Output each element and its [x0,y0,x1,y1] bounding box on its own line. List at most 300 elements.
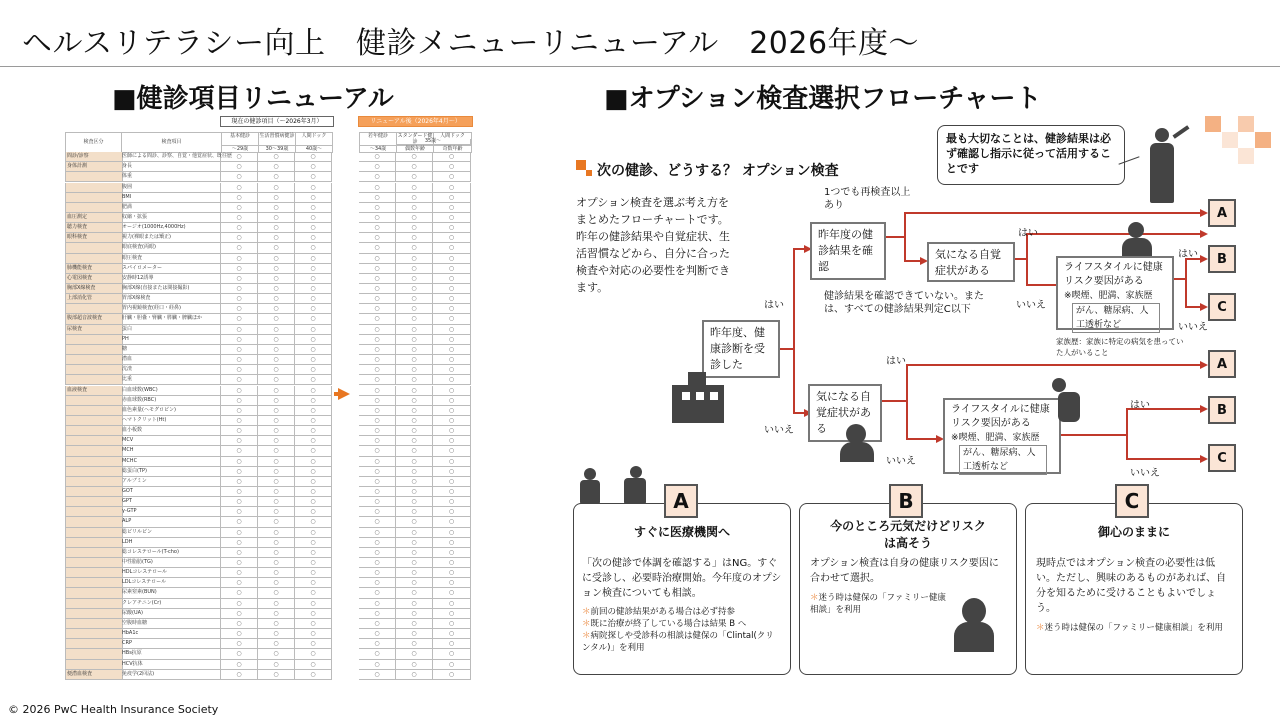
smoking-person-body-icon [1058,392,1080,422]
table-cell-mark: ○ [433,274,471,284]
start-box [702,320,780,378]
symptom-top-text: 気になる自覚症状がある [935,248,1001,277]
renewal-items-header: リニューアル後（2026年4月～） [358,116,473,127]
table-cell-mark: ○ [221,233,258,243]
table-cell-mark: ○ [433,365,471,375]
table-cell-mark: ○ [258,314,295,324]
table-cell-mark: ○ [359,396,396,406]
table-cell-mark: ○ [396,254,433,264]
table-cell-mark: ○ [295,548,332,558]
table-cell-mark: ○ [295,203,332,213]
table-cell-mark: ○ [433,446,471,456]
table-row-item: γ-GTP [121,507,221,517]
table-cell-mark: ○ [396,243,433,253]
table-cell-mark: ○ [221,172,258,182]
renewal-col-header: 人間ドック [433,132,472,146]
table-cell-mark: ○ [433,294,471,304]
relaxed-person-icon [962,598,986,624]
table-cell-mark: ○ [258,609,295,619]
outcome-c-top: C [1208,293,1236,321]
card-b-title: 今のところ元気だけどリスクは高そう [830,519,986,550]
table-cell-mark: ○ [258,274,295,284]
table-row-category [65,568,123,578]
hospital-window-icon [696,392,704,400]
thinking-person-body-icon [1122,238,1152,256]
lifestyle-bottom-note: ※喫煙、肥満、家族歴 [951,433,1040,443]
flow-arrow-icon [1200,361,1208,369]
table-row-item: 医師による問診、診察、自覚・他覚症状、既往歴 [121,152,221,162]
table-cell-mark: ○ [396,193,433,203]
symptom-bottom-text: 気になる自覚症状がある [816,390,871,435]
outcome-a-top: A [1208,199,1236,227]
table-row-category [65,467,123,477]
table-cell-mark: ○ [433,223,471,233]
table-cell-mark: ○ [396,345,433,355]
table-cell-mark: ○ [258,517,295,527]
table-cell-mark: ○ [396,507,433,517]
table-cell-mark: ○ [433,254,471,264]
table-row-category: 身体計測 [65,162,123,172]
copyright: © 2026 PwC Health Insurance Society [8,703,219,716]
table-cell-mark: ○ [258,152,295,162]
table-cell-mark: ○ [221,660,258,670]
table-cell-mark: ○ [396,609,433,619]
presenter-figure-icon [1155,128,1169,142]
table-cell-mark: ○ [295,457,332,467]
table-cell-mark: ○ [359,639,396,649]
table-row-category: 血液検査 [65,386,123,396]
card-a-note-1: 前回の健診結果がある場合は必ず持参 [590,607,736,617]
table-cell-mark: ○ [433,497,471,507]
table-cell-mark: ○ [359,619,396,629]
table-cell-mark: ○ [359,416,396,426]
table-cell-mark: ○ [258,497,295,507]
table-cell-mark: ○ [396,426,433,436]
table-row-item: 総コレステロール(T-cho) [121,548,221,558]
table-cell-mark: ○ [258,365,295,375]
table-row-category [65,639,123,649]
table-cell-mark: ○ [396,599,433,609]
table-cell-mark: ○ [295,365,332,375]
table-row-category [65,487,123,497]
table-cell-mark: ○ [295,639,332,649]
table-cell-mark: ○ [359,629,396,639]
table-cell-mark: ○ [396,233,433,243]
renewal-age-header: 35歳～ [396,139,471,145]
thinking-person-icon [1128,222,1144,238]
table-cell-mark: ○ [359,325,396,335]
smoking-person-icon [1052,378,1066,392]
table-cell-mark: ○ [396,436,433,446]
label-yes-3: はい [1178,249,1198,260]
table-cell-mark: ○ [258,183,295,193]
table-cell-mark: ○ [396,416,433,426]
table-cell-mark: ○ [359,345,396,355]
table-cell-mark: ○ [396,406,433,416]
flow-line [886,236,906,238]
table-cell-mark: ○ [258,588,295,598]
table-cell-mark: ○ [295,436,332,446]
outcome-a-bottom: A [1208,350,1236,378]
table-cell-mark: ○ [295,487,332,497]
table-row-category [65,599,123,609]
table-row-item: クレアチニン(Cr) [121,599,221,609]
table-row-category [65,345,123,355]
symptom-top-box [927,242,1015,282]
table-row-category [65,528,123,538]
table-cell-mark: ○ [258,487,295,497]
table-cell-mark: ○ [295,172,332,182]
table-row-category [65,254,123,264]
table-cell-mark: ○ [359,386,396,396]
table-cell-mark: ○ [396,203,433,213]
table-cell-mark: ○ [258,578,295,588]
table-row-item: MCH [121,446,221,456]
card-a-letter: A [664,484,698,518]
card-b-notes: ＊迷う時は健保の「ファミリー健康相談」を利用 [810,593,946,615]
table-cell-mark: ○ [396,588,433,598]
table-row-item: 胃部X線検査 [121,294,221,304]
table-cell-mark: ○ [396,355,433,365]
table-row-item: BMI [121,193,221,203]
table-cell-mark: ○ [396,660,433,670]
table-cell-mark: ○ [359,446,396,456]
table-cell-mark: ○ [433,396,471,406]
flow-line [904,212,906,238]
table-row-category [65,609,123,619]
table-cell-mark: ○ [359,284,396,294]
lifestyle-bottom-box [943,398,1061,474]
flow-line [1185,258,1187,308]
table-cell-mark: ○ [295,629,332,639]
table-row-item: 眼圧検査 [121,254,221,264]
table-cell-mark: ○ [221,639,258,649]
table-cell-mark: ○ [359,528,396,538]
table-row-category [65,416,123,426]
table-cell-mark: ○ [433,304,471,314]
table-cell-mark: ○ [258,467,295,477]
table-cell-mark: ○ [359,152,396,162]
checkup-items-table [65,116,475,698]
flow-line [780,348,794,350]
table-cell-mark: ○ [433,639,471,649]
table-cell-mark: ○ [221,284,258,294]
table-cell-mark: ○ [258,507,295,517]
table-cell-mark: ○ [221,670,258,680]
table-cell-mark: ○ [359,193,396,203]
table-row-category [65,172,123,182]
current-items-header: 現在の健診項目（～2026年3月） [220,116,334,127]
table-cell-mark: ○ [221,507,258,517]
table-cell-mark: ○ [396,335,433,345]
table-cell-mark: ○ [221,416,258,426]
table-row-item: LDH [121,538,221,548]
table-cell-mark: ○ [221,477,258,487]
table-row-category [65,304,123,314]
lifestyle-top-box [1056,256,1174,330]
table-row-item: HBs抗原 [121,649,221,659]
table-row-category [65,193,123,203]
table-cell-mark: ○ [359,599,396,609]
table-row-item: 胸部X線(直接または間接撮影) [121,284,221,294]
table-cell-mark: ○ [221,264,258,274]
table-row-item: 比重 [121,375,221,385]
table-cell-mark: ○ [221,457,258,467]
table-cell-mark: ○ [295,375,332,385]
table-row-category [65,588,123,598]
table-cell-mark: ○ [295,497,332,507]
table-row-item: 肝臓・胆嚢・腎臓・膵臓・脾臓ほか [121,314,221,324]
table-row-category [65,436,123,446]
table-cell-mark: ○ [359,588,396,598]
card-a-note-3: 病院探しや受診科の相談は健保の「Clintal(クリンタル)」を利用 [582,631,774,653]
current-age-header: ～29歳 [221,145,259,153]
table-cell-mark: ○ [258,639,295,649]
renewal-col-header: スタンダード健診 [397,133,433,145]
table-row-item: 糖 [121,345,221,355]
table-cell-mark: ○ [221,183,258,193]
table-row-item: 血小板数 [121,426,221,436]
table-cell-mark: ○ [359,517,396,527]
table-cell-mark: ○ [359,243,396,253]
card-c-letter: C [1115,484,1149,518]
table-row-category [65,375,123,385]
table-cell-mark: ○ [258,375,295,385]
table-cell-mark: ○ [396,467,433,477]
left-section-heading: ■健診項目リニューアル [112,84,394,114]
flow-line [1126,408,1128,460]
callout-text: 最も大切なことは、健診結果は必ず確認し指示に従って活用することです [946,132,1111,175]
table-cell-mark: ○ [396,578,433,588]
table-cell-mark: ○ [359,538,396,548]
table-row-category: 問診/診察 [65,152,123,162]
table-row-item: 蛋白 [121,325,221,335]
table-cell-mark: ○ [295,345,332,355]
table-row-item: 安静時12誘導 [121,274,221,284]
table-cell-mark: ○ [295,284,332,294]
flow-arrow-icon [1200,209,1208,217]
table-cell-mark: ○ [258,406,295,416]
title-divider [0,66,1280,67]
table-cell-mark: ○ [359,304,396,314]
table-row-item: オージオ(1000Hz,4000Hz) [121,223,221,233]
table-cell-mark: ○ [221,304,258,314]
symptom-bottom-box [808,384,882,442]
table-cell-mark: ○ [433,609,471,619]
table-cell-mark: ○ [396,497,433,507]
table-cell-mark: ○ [433,243,471,253]
table-cell-mark: ○ [295,264,332,274]
table-row-category [65,558,123,568]
current-age-header: 40歳～ [295,145,333,153]
table-row-item: LDLコレステロール [121,578,221,588]
table-cell-mark: ○ [396,325,433,335]
last-year-results-text: 昨年度の健診結果を確認 [818,228,873,273]
table-cell-mark: ○ [221,152,258,162]
outcome-b-bottom: B [1208,396,1236,424]
table-cell-mark: ○ [295,660,332,670]
table-cell-mark: ○ [258,325,295,335]
table-row-item: 腹囲 [121,183,221,193]
label-yes-4: はい [886,356,906,367]
table-cell-mark: ○ [433,660,471,670]
table-cell-mark: ○ [258,386,295,396]
table-row-item: 胃内視鏡検査(経口・経鼻) [121,304,221,314]
page-title: ヘルスリテラシー向上 健診メニューリニューアル 2026年度～ [22,26,920,61]
table-cell-mark: ○ [221,254,258,264]
table-cell-mark: ○ [396,548,433,558]
table-cell-mark: ○ [433,152,471,162]
table-cell-mark: ○ [295,467,332,477]
table-cell-mark: ○ [433,406,471,416]
flow-line [793,248,795,414]
label-not-checked: 健診結果を確認できていない。または、すべての健診結果判定C以下 [824,291,984,315]
table-row-item: MCV [121,436,221,446]
table-row-item: 沈渣 [121,365,221,375]
table-cell-mark: ○ [295,446,332,456]
table-cell-mark: ○ [433,436,471,446]
table-row-category [65,406,123,416]
table-row-category [65,355,123,365]
table-cell-mark: ○ [396,528,433,538]
table-row-category: 血圧測定 [65,213,123,223]
table-row-item: 潜血 [121,355,221,365]
table-row-item: 肥満 [121,203,221,213]
lifestyle-bottom-note2: がん、糖尿病、人工透析など [959,445,1047,475]
table-cell-mark: ○ [396,264,433,274]
table-cell-mark: ○ [258,172,295,182]
card-c-note-1: 迷う時は健保の「ファミリー健康相談」を利用 [1044,623,1223,633]
right-section-heading: ■オプション検査選択フローチャート [604,84,1042,114]
table-cell-mark: ○ [258,619,295,629]
renewal-age-header: 奇数年齢 [433,145,472,153]
table-cell-mark: ○ [396,477,433,487]
table-row-item: スパイロメーター [121,264,221,274]
table-cell-mark: ○ [295,528,332,538]
table-row-item: PH [121,335,221,345]
table-cell-mark: ○ [221,375,258,385]
table-cell-mark: ○ [295,325,332,335]
deco-square-icon [1238,116,1254,132]
table-cell-mark: ○ [359,294,396,304]
label-one-or-more: 1つでも再検査以上あり [824,187,911,211]
flow-line [906,364,908,440]
table-cell-mark: ○ [258,254,295,264]
table-row-category [65,649,123,659]
table-cell-mark: ○ [433,548,471,558]
table-cell-mark: ○ [295,578,332,588]
table-cell-mark: ○ [258,457,295,467]
table-cell-mark: ○ [359,223,396,233]
table-cell-mark: ○ [258,233,295,243]
table-row-category: 心電図検査 [65,274,123,284]
table-cell-mark: ○ [221,517,258,527]
flow-line [1126,458,1204,460]
table-cell-mark: ○ [433,629,471,639]
table-row-item: 空腹時血糖 [121,619,221,629]
table-cell-mark: ○ [221,497,258,507]
table-cell-mark: ○ [396,365,433,375]
table-cell-mark: ○ [258,426,295,436]
table-row-category: 腹部超音波検査 [65,314,123,324]
consultation-icon [584,468,596,480]
table-cell-mark: ○ [433,507,471,517]
table-cell-mark: ○ [433,386,471,396]
table-cell-mark: ○ [433,670,471,680]
table-row-category [65,629,123,639]
table-cell-mark: ○ [295,274,332,284]
table-cell-mark: ○ [221,588,258,598]
table-cell-mark: ○ [258,193,295,203]
table-cell-mark: ○ [433,457,471,467]
outcome-c-bottom: C [1208,444,1236,472]
table-cell-mark: ○ [359,365,396,375]
table-cell-mark: ○ [258,396,295,406]
table-cell-mark: ○ [359,548,396,558]
table-cell-mark: ○ [295,243,332,253]
start-box-text: 昨年度、健康診断を受診した [710,326,765,371]
flow-line [1026,233,1028,285]
table-cell-mark: ○ [221,467,258,477]
table-cell-mark: ○ [396,172,433,182]
table-cell-mark: ○ [433,264,471,274]
table-cell-mark: ○ [295,213,332,223]
table-cell-mark: ○ [221,365,258,375]
card-a-notes: ＊前回の健診結果がある場合は必ず持参 ＊既に治療が終了している場合は結果 B へ ＊病院探しや受診科の相談は健保の「Clintal(クリンタル)」を利用 [582,607,774,653]
card-b-body: オプション検査は自身の健康リスク要因に合わせて選択。 [810,558,999,584]
table-cell-mark: ○ [295,162,332,172]
table-cell-mark: ○ [295,649,332,659]
table-row-item: 眼底検査(両眼) [121,243,221,253]
table-cell-mark: ○ [221,335,258,345]
table-row-category [65,335,123,345]
table-cell-mark: ○ [221,386,258,396]
table-cell-mark: ○ [221,355,258,365]
table-row-item: 収縮・拡張 [121,213,221,223]
relaxed-person-body-icon [954,622,994,652]
flow-line [882,400,908,402]
table-cell-mark: ○ [433,538,471,548]
table-cell-mark: ○ [359,254,396,264]
table-cell-mark: ○ [221,599,258,609]
table-cell-mark: ○ [258,243,295,253]
table-cell-mark: ○ [295,477,332,487]
table-cell-mark: ○ [433,588,471,598]
table-cell-mark: ○ [258,629,295,639]
table-cell-mark: ○ [433,477,471,487]
table-cell-mark: ○ [258,213,295,223]
section-marker-small-icon [586,170,592,176]
table-cell-mark: ○ [221,548,258,558]
table-row-category [65,517,123,527]
table-cell-mark: ○ [295,609,332,619]
table-cell-mark: ○ [359,213,396,223]
table-cell-mark: ○ [433,599,471,609]
table-cell-mark: ○ [433,517,471,527]
table-cell-mark: ○ [221,314,258,324]
table-cell-mark: ○ [396,386,433,396]
current-col-header: 基本健診 [221,132,259,146]
table-cell-mark: ○ [295,426,332,436]
table-cell-mark: ○ [359,314,396,324]
table-cell-mark: ○ [295,396,332,406]
table-cell-mark: ○ [221,243,258,253]
table-cell-mark: ○ [258,477,295,487]
table-cell-mark: ○ [433,558,471,568]
table-cell-mark: ○ [221,345,258,355]
current-col-header: 生活習慣病健診 [258,132,296,146]
table-cell-mark: ○ [396,294,433,304]
